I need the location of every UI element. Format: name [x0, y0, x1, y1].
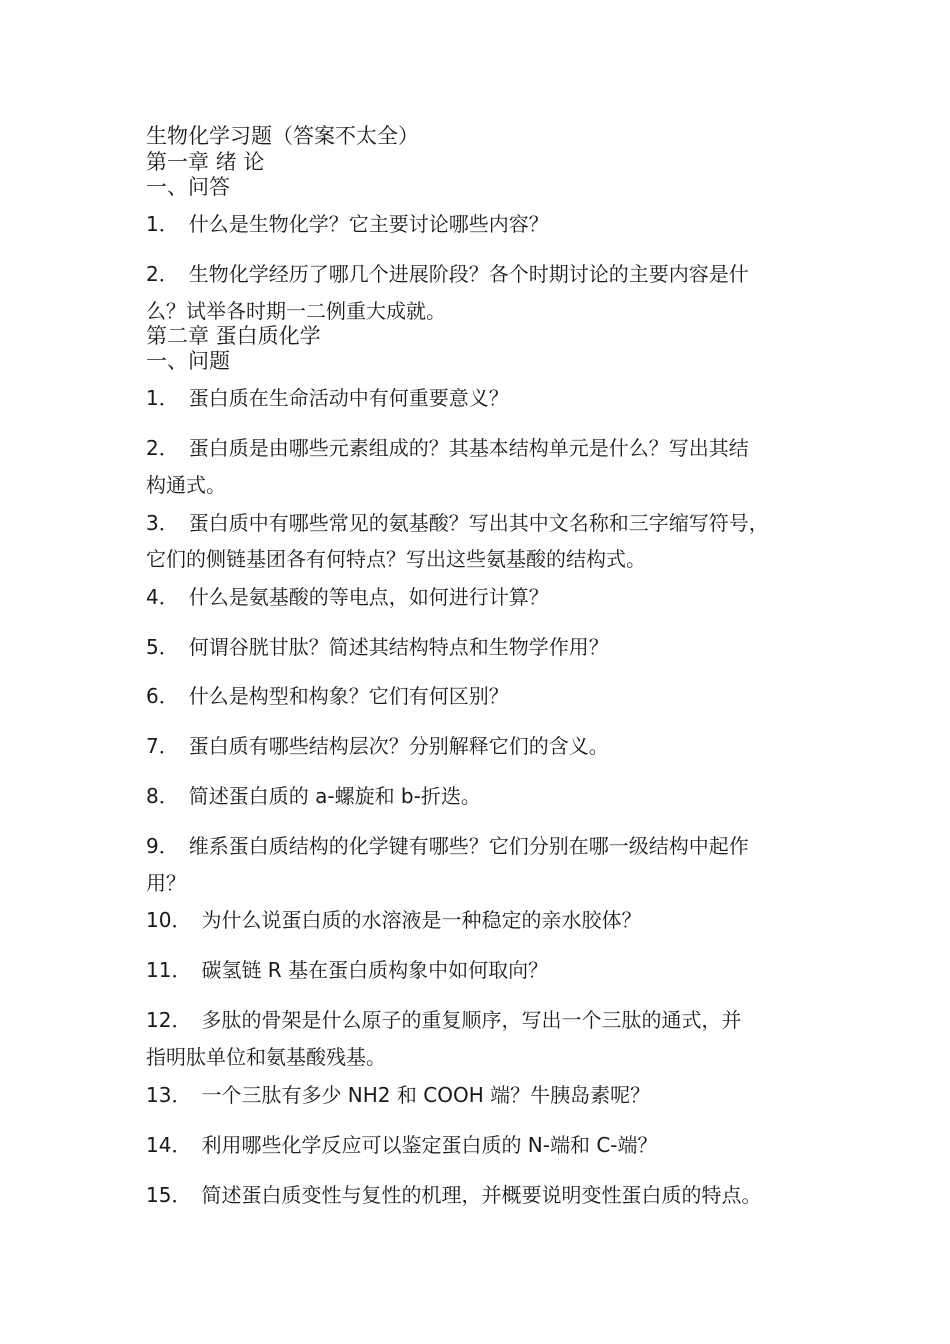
question-number: 3． [146, 511, 179, 535]
question-item [146, 388, 509, 408]
question-item [146, 1185, 761, 1205]
question-number: 2． [146, 262, 179, 286]
question-text: 什么是氨基酸的等电点，如何进行计算？ [188, 585, 549, 609]
question-item [146, 836, 749, 856]
question-continuation: 构通式。 [146, 473, 226, 497]
chapter-2-section: 一、问题 [146, 349, 230, 373]
question-text: 多肽的骨架是什么原子的重复顺序，写出一个三肽的通式，并 [201, 1008, 742, 1032]
question-text: 何谓谷胱甘肽？简述其结构特点和生物学作用？ [188, 635, 609, 659]
question-number: 8． [146, 784, 179, 808]
question-continuation: 用？ [146, 871, 186, 895]
question-number: 5． [146, 635, 179, 659]
question-item [146, 637, 609, 657]
question-item [146, 686, 509, 706]
question-number: 2． [146, 436, 179, 460]
document-title: 生物化学习题（答案不太全） [146, 124, 419, 148]
chapter-1-heading: 第一章 绪 论 [146, 150, 265, 174]
question-text: 简述蛋白质的 a-螺旋和 b-折迭。 [188, 784, 481, 808]
question-number: 13． [146, 1083, 192, 1107]
question-item [146, 1085, 650, 1105]
question-text: 蛋白质在生命活动中有何重要意义？ [188, 386, 509, 410]
question-text: 一个三肽有多少 NH2 和 COOH 端？牛胰岛素呢？ [201, 1083, 651, 1107]
question-text: 什么是构型和构象？它们有何区别？ [188, 684, 509, 708]
question-text: 碳氢链 R 基在蛋白质构象中如何取向？ [201, 958, 549, 982]
question-text: 利用哪些化学反应可以鉴定蛋白质的 N-端和 C-端？ [201, 1133, 658, 1157]
question-number: 4． [146, 585, 179, 609]
question-text: 什么是生物化学？它主要讨论哪些内容？ [188, 212, 549, 236]
question-item [146, 513, 769, 533]
question-number: 15． [146, 1183, 192, 1207]
question-text: 蛋白质有哪些结构层次？分别解释它们的含义。 [188, 734, 609, 758]
question-item [146, 214, 549, 234]
question-item [146, 786, 481, 806]
question-continuation: 么？试举各时期一二例重大成就。 [146, 299, 446, 323]
question-number: 12． [146, 1008, 192, 1032]
question-item [146, 438, 749, 458]
question-continuation: 它们的侧链基团各有何特点？写出这些氨基酸的结构式。 [146, 547, 646, 571]
question-number: 1． [146, 386, 179, 410]
question-number: 6． [146, 684, 179, 708]
question-item [146, 736, 609, 756]
question-text: 蛋白质中有哪些常见的氨基酸？写出其中文名称和三字缩写符号， [188, 511, 769, 535]
question-continuation: 指明肽单位和氨基酸残基。 [146, 1045, 386, 1069]
question-number: 9． [146, 834, 179, 858]
question-number: 1． [146, 212, 179, 236]
question-text: 维系蛋白质结构的化学键有哪些？它们分别在哪一级结构中起作 [188, 834, 749, 858]
question-item [146, 264, 749, 284]
question-item [146, 960, 548, 980]
question-number: 10． [146, 908, 192, 932]
question-item [146, 1010, 741, 1030]
chapter-1-section: 一、问答 [146, 175, 230, 199]
question-item [146, 1135, 658, 1155]
question-text: 生物化学经历了哪几个进展阶段？各个时期讨论的主要内容是什 [188, 262, 749, 286]
question-number: 14． [146, 1133, 192, 1157]
question-number: 11． [146, 958, 192, 982]
question-text: 为什么说蛋白质的水溶液是一种稳定的亲水胶体？ [201, 908, 642, 932]
question-text: 简述蛋白质变性与复性的机理，并概要说明变性蛋白质的特点。 [201, 1183, 762, 1207]
question-item [146, 910, 641, 930]
question-number: 7． [146, 734, 179, 758]
question-text: 蛋白质是由哪些元素组成的？其基本结构单元是什么？写出其结 [188, 436, 749, 460]
question-item [146, 587, 549, 607]
chapter-2-heading: 第二章 蛋白质化学 [146, 324, 321, 348]
